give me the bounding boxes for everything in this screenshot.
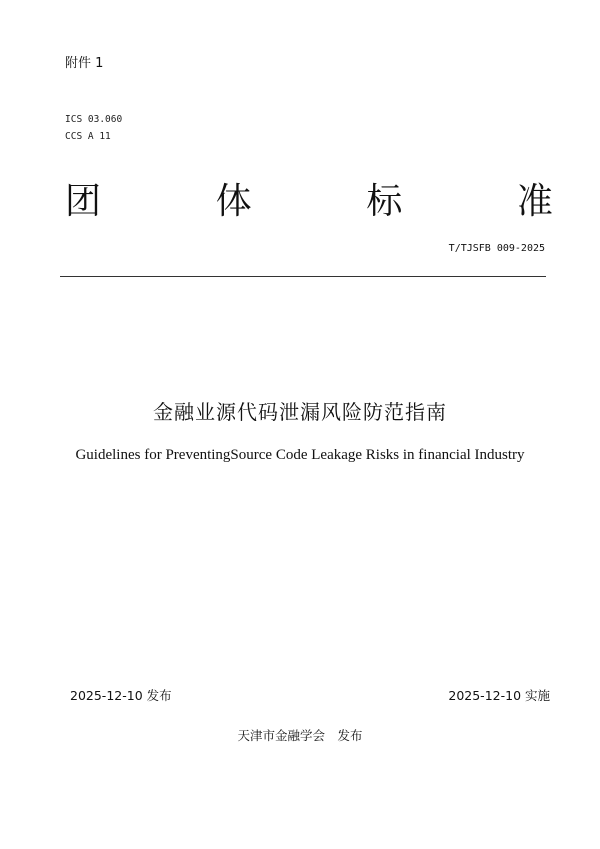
release-date: 2025-12-10 发布 — [70, 688, 172, 703]
standard-type-char: 团 — [65, 181, 102, 222]
standard-type-char: 准 — [516, 181, 553, 222]
standard-type-char: 标 — [366, 181, 403, 222]
ccs-code: CCS A 11 — [65, 131, 111, 142]
standard-type-heading — [65, 180, 553, 224]
ics-code: ICS 03.060 — [65, 114, 123, 125]
document-number: T/TJSFB 009-2025 — [448, 243, 545, 254]
attachment-label: 附件 1 — [65, 56, 104, 71]
standard-type-char: 体 — [215, 181, 252, 222]
english-title: Guidelines for PreventingSource Code Leakage Risks in financial Industry — [75, 447, 525, 463]
publisher: 天津市金融学会 发布 — [237, 728, 363, 743]
chinese-title: 金融业源代码泄漏风险防范指南 — [153, 400, 447, 424]
header-divider — [60, 276, 546, 277]
implementation-date: 2025-12-10 实施 — [448, 688, 550, 703]
